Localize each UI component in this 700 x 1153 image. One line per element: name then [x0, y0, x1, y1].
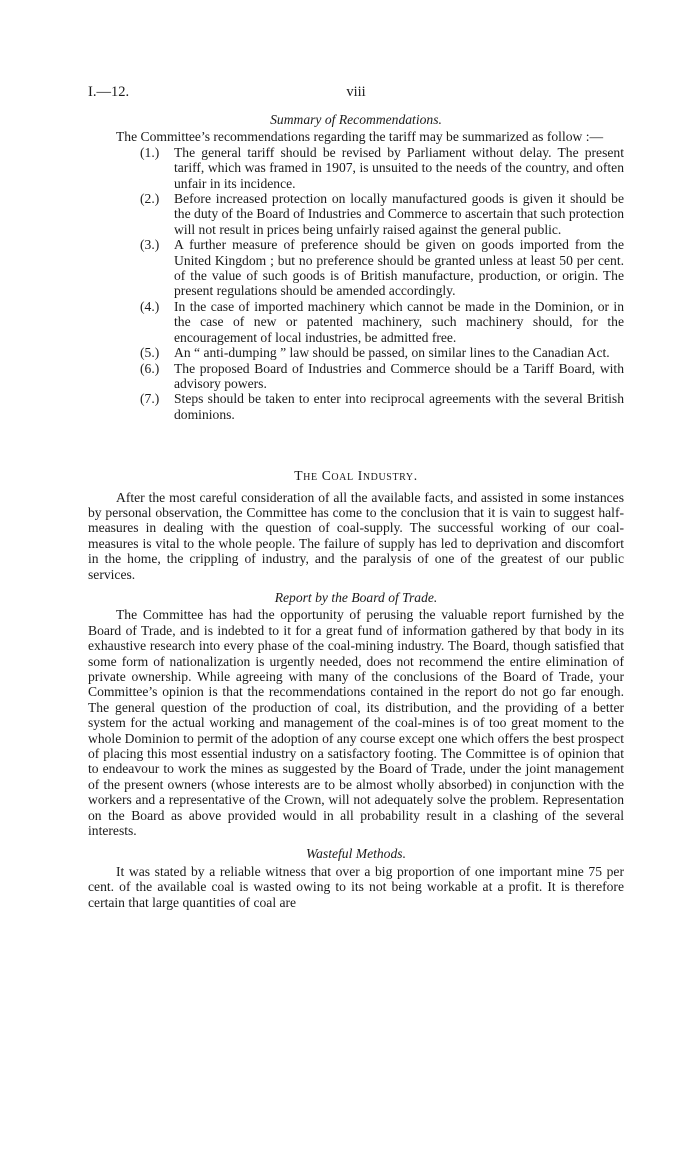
- report-heading: Report by the Board of Trade.: [274, 589, 438, 605]
- item-number: (6.): [140, 360, 160, 376]
- recommendation-item: [88, 361, 624, 392]
- wasteful-methods-paragraph: It was stated by a reliable witness that over a big proportion of one important mine 75 per cent. of the available coal is wasted owing to its not being workable at a profit. It is therefore certain that large quantities of coal are: [88, 863, 624, 910]
- wasteful-methods-heading: Wasteful Methods.: [306, 846, 406, 862]
- item-text: Before increased protection on locally manufactured goods is given it should be the duty of the Board of Industries and Commerce to ascertain that such protection will not result in prices being unfairly raised against the general public.: [174, 191, 624, 237]
- item-text: The general tariff should be revised by Parliament without delay. The present tariff, which was framed in 1907, is unsuited to the needs of the country, and often unfair in its incidence.: [174, 144, 624, 191]
- recommendation-item: [88, 191, 624, 237]
- page-number: viii: [346, 84, 366, 100]
- item-text: The proposed Board of Industries and Commerce should be a Tariff Board, with advisory powers.: [174, 360, 624, 391]
- recommendation-item: [88, 345, 624, 360]
- summary-heading: Summary of Recommendations.: [270, 112, 442, 127]
- recommendation-item: [88, 299, 624, 345]
- coal-intro-paragraph: After the most careful consideration of all the available facts, and assisted in some instances by personal observation, the Committee has come to the conclusion that it is vain to suggest half-measures in dealing with the question of coal-supply. The successful working of our coal-measures is vital to the whole people. The failure of supply has led to deprivation and discomfort in the home, the crippling of industry, and the paralysis of one of the greatest of our public services.: [88, 489, 624, 582]
- item-number: (2.): [140, 191, 160, 207]
- item-number: (1.): [140, 144, 160, 160]
- item-text: Steps should be taken to enter into reciprocal agreements with the several British dominions.: [174, 391, 624, 422]
- recommendation-item: [88, 391, 624, 422]
- item-number: (3.): [140, 237, 160, 253]
- recommendation-item: [88, 145, 624, 191]
- document-reference: I.—12.: [88, 84, 130, 100]
- page-header: [88, 84, 624, 104]
- recommendation-item: [88, 237, 624, 299]
- item-text: A further measure of preference should be given on goods imported from the United Kingdom ; but no preference should be granted unless at least 50 per cent. of the value of such goods is of British manufacture, production, or origin. The present regulations should be amended accordingly.: [174, 237, 624, 299]
- item-number: (7.): [140, 391, 160, 407]
- coal-industry-heading: The Coal Industry.: [294, 468, 418, 484]
- item-text: In the case of imported machinery which cannot be made in the Dominion, or in the case of new or patented machinery, such machinery should, for the encouragement of local industries, be admitted free.: [174, 298, 624, 345]
- report-paragraph: The Committee has had the opportunity of perusing the valuable report furnished by the Board of Trade, and is indebted to it for a great fund of information gathered by that body in its exhaustive research into every phase of the coal-mining industry. The Board, though satisfied that some form of nationalization is urgently needed, does not recommend the entire elimination of private ownership. While agreeing with many of the conclusions of the Board of Trade, your Committee’s opinion is that the recommendations contained in the report do not go far enough. The general question of the production of coal, its distribution, and the providing of a better system for the actual working and management of the coal-mines is of too great moment to the whole Dominion to permit of the adoption of any course except one which offers the best prospect of placing this most essential industry on a satisfactory footing. The Committee is of opinion that to endeavour to work the mines as suggested by the Board of Trade, under the joint management of the present owners (whose interests are to be almost wholly absorbed) in conjunction with the workers and a representative of the Crown, will not adequately solve the problem. Representation on the Board as above provided would in all probability result in a clashing of the several interests.: [88, 607, 624, 839]
- page-content: [88, 112, 624, 910]
- recommendations-list: [88, 145, 624, 422]
- item-number: (4.): [140, 298, 160, 314]
- item-text: An “ anti-dumping ” law should be passed, on similar lines to the Canadian Act.: [174, 345, 610, 361]
- item-number: (5.): [140, 345, 160, 361]
- summary-intro: The Committee’s recommendations regarding the tariff may be summarized as follow :—: [116, 129, 604, 145]
